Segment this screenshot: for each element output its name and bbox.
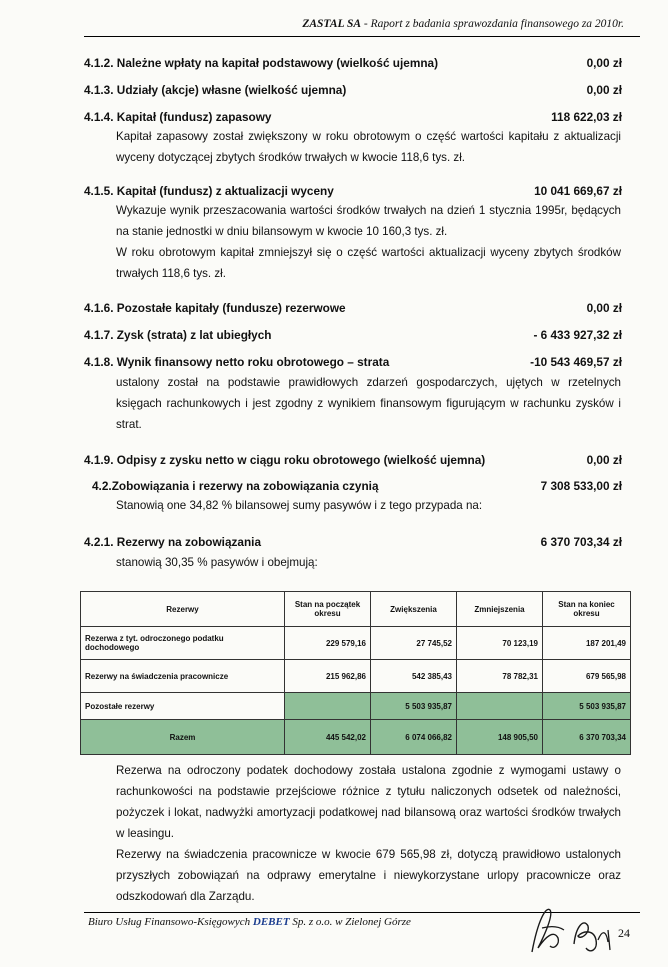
- section-amount: 118 622,03 zł: [551, 110, 622, 124]
- section-title: Udziały (akcje) własne (wielkość ujemna): [116, 83, 347, 97]
- section-amount: 7 308 533,00 zł: [540, 479, 622, 493]
- page-number: 24: [618, 926, 630, 940]
- section-4-1-9: [84, 453, 622, 467]
- paragraph-text: Rezerwy na świadczenia pracownicze w kwocie 679 565,98 zł, dotyczą prawidłowo ustalonych przyszłych zobowiązań na odprawy emerytalne i niewykorzystane urlopy pracownicze oraz odszkodowań dla Zarządu.: [116, 848, 621, 903]
- paragraph-4-1-8: [116, 372, 621, 435]
- table-row-total: [81, 720, 631, 755]
- section-4-1-2: [84, 56, 622, 70]
- table-cell: 78 782,31: [457, 660, 543, 693]
- table-cell: 27 745,52: [371, 627, 457, 660]
- table-cell: 542 385,43: [371, 660, 457, 693]
- section-title: Kapitał (fundusz) zapasowy: [116, 110, 272, 124]
- section-4-1-3: [84, 83, 622, 97]
- header-rule: [84, 36, 640, 37]
- page-header: ZASTAL SA - Raport z badania sprawozdania finansowego za 2010r.: [302, 18, 624, 30]
- section-number: 4.2.: [92, 479, 112, 493]
- paragraph-4-1-4: [116, 126, 621, 168]
- table-cell: 229 579,16: [285, 627, 371, 660]
- table-cell: Rezerwy na świadczenia pracownicze: [81, 660, 285, 693]
- footer-text: Sp. z o.o. w Zielonej Górze: [292, 916, 411, 928]
- handwritten-signature: [524, 900, 624, 960]
- section-number: 4.1.3.: [84, 83, 114, 97]
- section-4-1-6: [84, 301, 622, 315]
- section-number: 4.1.7.: [84, 328, 114, 342]
- paragraph-text: Stanowią one 34,82 % bilansowej sumy pasywów i z tego przypada na:: [116, 499, 483, 512]
- table-row: [81, 627, 631, 660]
- table-cell: 6 074 066,82: [371, 720, 457, 755]
- section-amount: 0,00 zł: [586, 301, 622, 315]
- column-header: Zwiększenia: [371, 592, 457, 627]
- paragraph-4-1-5: [116, 200, 621, 284]
- table-cell: Pozostałe rezerwy: [81, 693, 285, 720]
- paragraph-after-table: [116, 760, 621, 907]
- column-header: Stan na początek okresu: [285, 592, 371, 627]
- section-4-1-7: [84, 328, 622, 342]
- section-4-2-1: [84, 535, 622, 549]
- paragraph-text: Rezerwa na odroczony podatek dochodowy została ustalona zgodnie z wymogami ustawy o rachunkowości na podstawie przejściowe różnice z tytułu naliczonych odsetek od należności, pożyczek i lokat, nadwyżki amortyzacji podatkowej nad bilansową oraz wartości środków trwałych w leasingu.: [116, 764, 621, 840]
- section-4-1-5: [84, 184, 622, 198]
- section-number: 4.1.2.: [84, 56, 114, 70]
- section-number: 4.1.6.: [84, 301, 114, 315]
- section-4-1-4: [84, 110, 622, 124]
- section-amount: - 6 433 927,32 zł: [533, 328, 622, 342]
- reserves-table: [80, 591, 631, 755]
- column-header: Zmniejszenia: [457, 592, 543, 627]
- paragraph-text: ustalony został na podstawie prawidłowych zdarzeń gospodarczych, ujętych w rzetelnych księgach rachunkowych i jest zgodny z wynikiem finansowym figurującym w rachunku zysków i strat.: [116, 376, 621, 431]
- table-cell: Rezerwa z tyt. odroczonego podatku dochodowego: [81, 627, 285, 660]
- table-cell: 445 542,02: [285, 720, 371, 755]
- table-row: [81, 660, 631, 693]
- footer-text: Biuro Usług Finansowo-Księgowych: [88, 916, 251, 928]
- table-cell: 70 123,19: [457, 627, 543, 660]
- paragraph-text: stanowią 30,35 % pasywów i obejmują:: [116, 556, 318, 569]
- section-number: 4.1.4.: [84, 110, 114, 124]
- section-amount: 0,00 zł: [586, 83, 622, 97]
- paragraph-text: Kapitał zapasowy został zwiększony w roku obrotowym o część wartości kapitału z aktualizacji wyceny dotyczącej zbytych środków trwałych w kwocie 118,6 tys. zł.: [116, 130, 621, 164]
- page-footer: [88, 916, 411, 928]
- section-amount: 10 041 669,67 zł: [534, 184, 622, 198]
- table-cell: 679 565,98: [543, 660, 631, 693]
- section-title: Rezerwy na zobowiązania: [116, 535, 262, 549]
- table-cell: 187 201,49: [543, 627, 631, 660]
- table-cell: [285, 693, 371, 720]
- footer-brand: DEBET: [252, 916, 290, 928]
- table-cell: [457, 693, 543, 720]
- table-cell: Razem: [81, 720, 285, 755]
- table-cell: 6 370 703,34: [543, 720, 631, 755]
- section-number: 4.1.9.: [84, 453, 114, 467]
- section-number: 4.1.8.: [84, 355, 114, 369]
- section-amount: -10 543 469,57 zł: [530, 355, 622, 369]
- section-amount: 6 370 703,34 zł: [540, 535, 622, 549]
- table-row: [81, 693, 631, 720]
- table-cell: 215 962,86: [285, 660, 371, 693]
- header-title: Raport z badania sprawozdania finansowego za 2010r.: [370, 18, 624, 30]
- table-cell: 5 503 935,87: [371, 693, 457, 720]
- section-title: Pozostałe kapitały (fundusze) rezerwowe: [116, 301, 346, 315]
- section-number: 4.2.1.: [84, 535, 114, 549]
- paragraph-text: W roku obrotowym kapitał zmniejszył się o część wartości aktualizacji wyceny zbytych środków trwałych 118,6 tys. zł.: [116, 246, 621, 280]
- section-title: Kapitał (fundusz) z aktualizacji wyceny: [116, 184, 334, 198]
- paragraph-4-2-1: [116, 552, 621, 573]
- section-4-1-8: [84, 355, 622, 369]
- section-amount: 0,00 zł: [586, 453, 622, 467]
- paragraph-text: Wykazuje wynik przeszacowania wartości środków trwałych na dzień 1 stycznia 1995r, będących na stanie jednostki w dniu bilansowym w kwocie 10 160,3 tys. zł.: [116, 204, 621, 238]
- paragraph-4-2: [116, 495, 621, 516]
- table-cell: 148 905,50: [457, 720, 543, 755]
- column-header: Rezerwy: [81, 592, 285, 627]
- section-amount: 0,00 zł: [586, 56, 622, 70]
- section-4-2: [92, 479, 622, 493]
- section-number: 4.1.5.: [84, 184, 114, 198]
- column-header: Stan na koniec okresu: [543, 592, 631, 627]
- section-title: Odpisy z zysku netto w ciągu roku obrotowego (wielkość ujemna): [116, 453, 486, 467]
- section-title: Zobowiązania i rezerwy na zobowiązania czynią: [111, 479, 379, 493]
- table-cell: 5 503 935,87: [543, 693, 631, 720]
- header-company: ZASTAL SA: [302, 18, 362, 30]
- section-title: Zysk (strata) z lat ubiegłych: [116, 328, 272, 342]
- section-title: Wynik finansowy netto roku obrotowego – strata: [116, 355, 390, 369]
- table-header-row: [81, 592, 631, 627]
- section-title: Należne wpłaty na kapitał podstawowy (wielkość ujemna): [116, 56, 439, 70]
